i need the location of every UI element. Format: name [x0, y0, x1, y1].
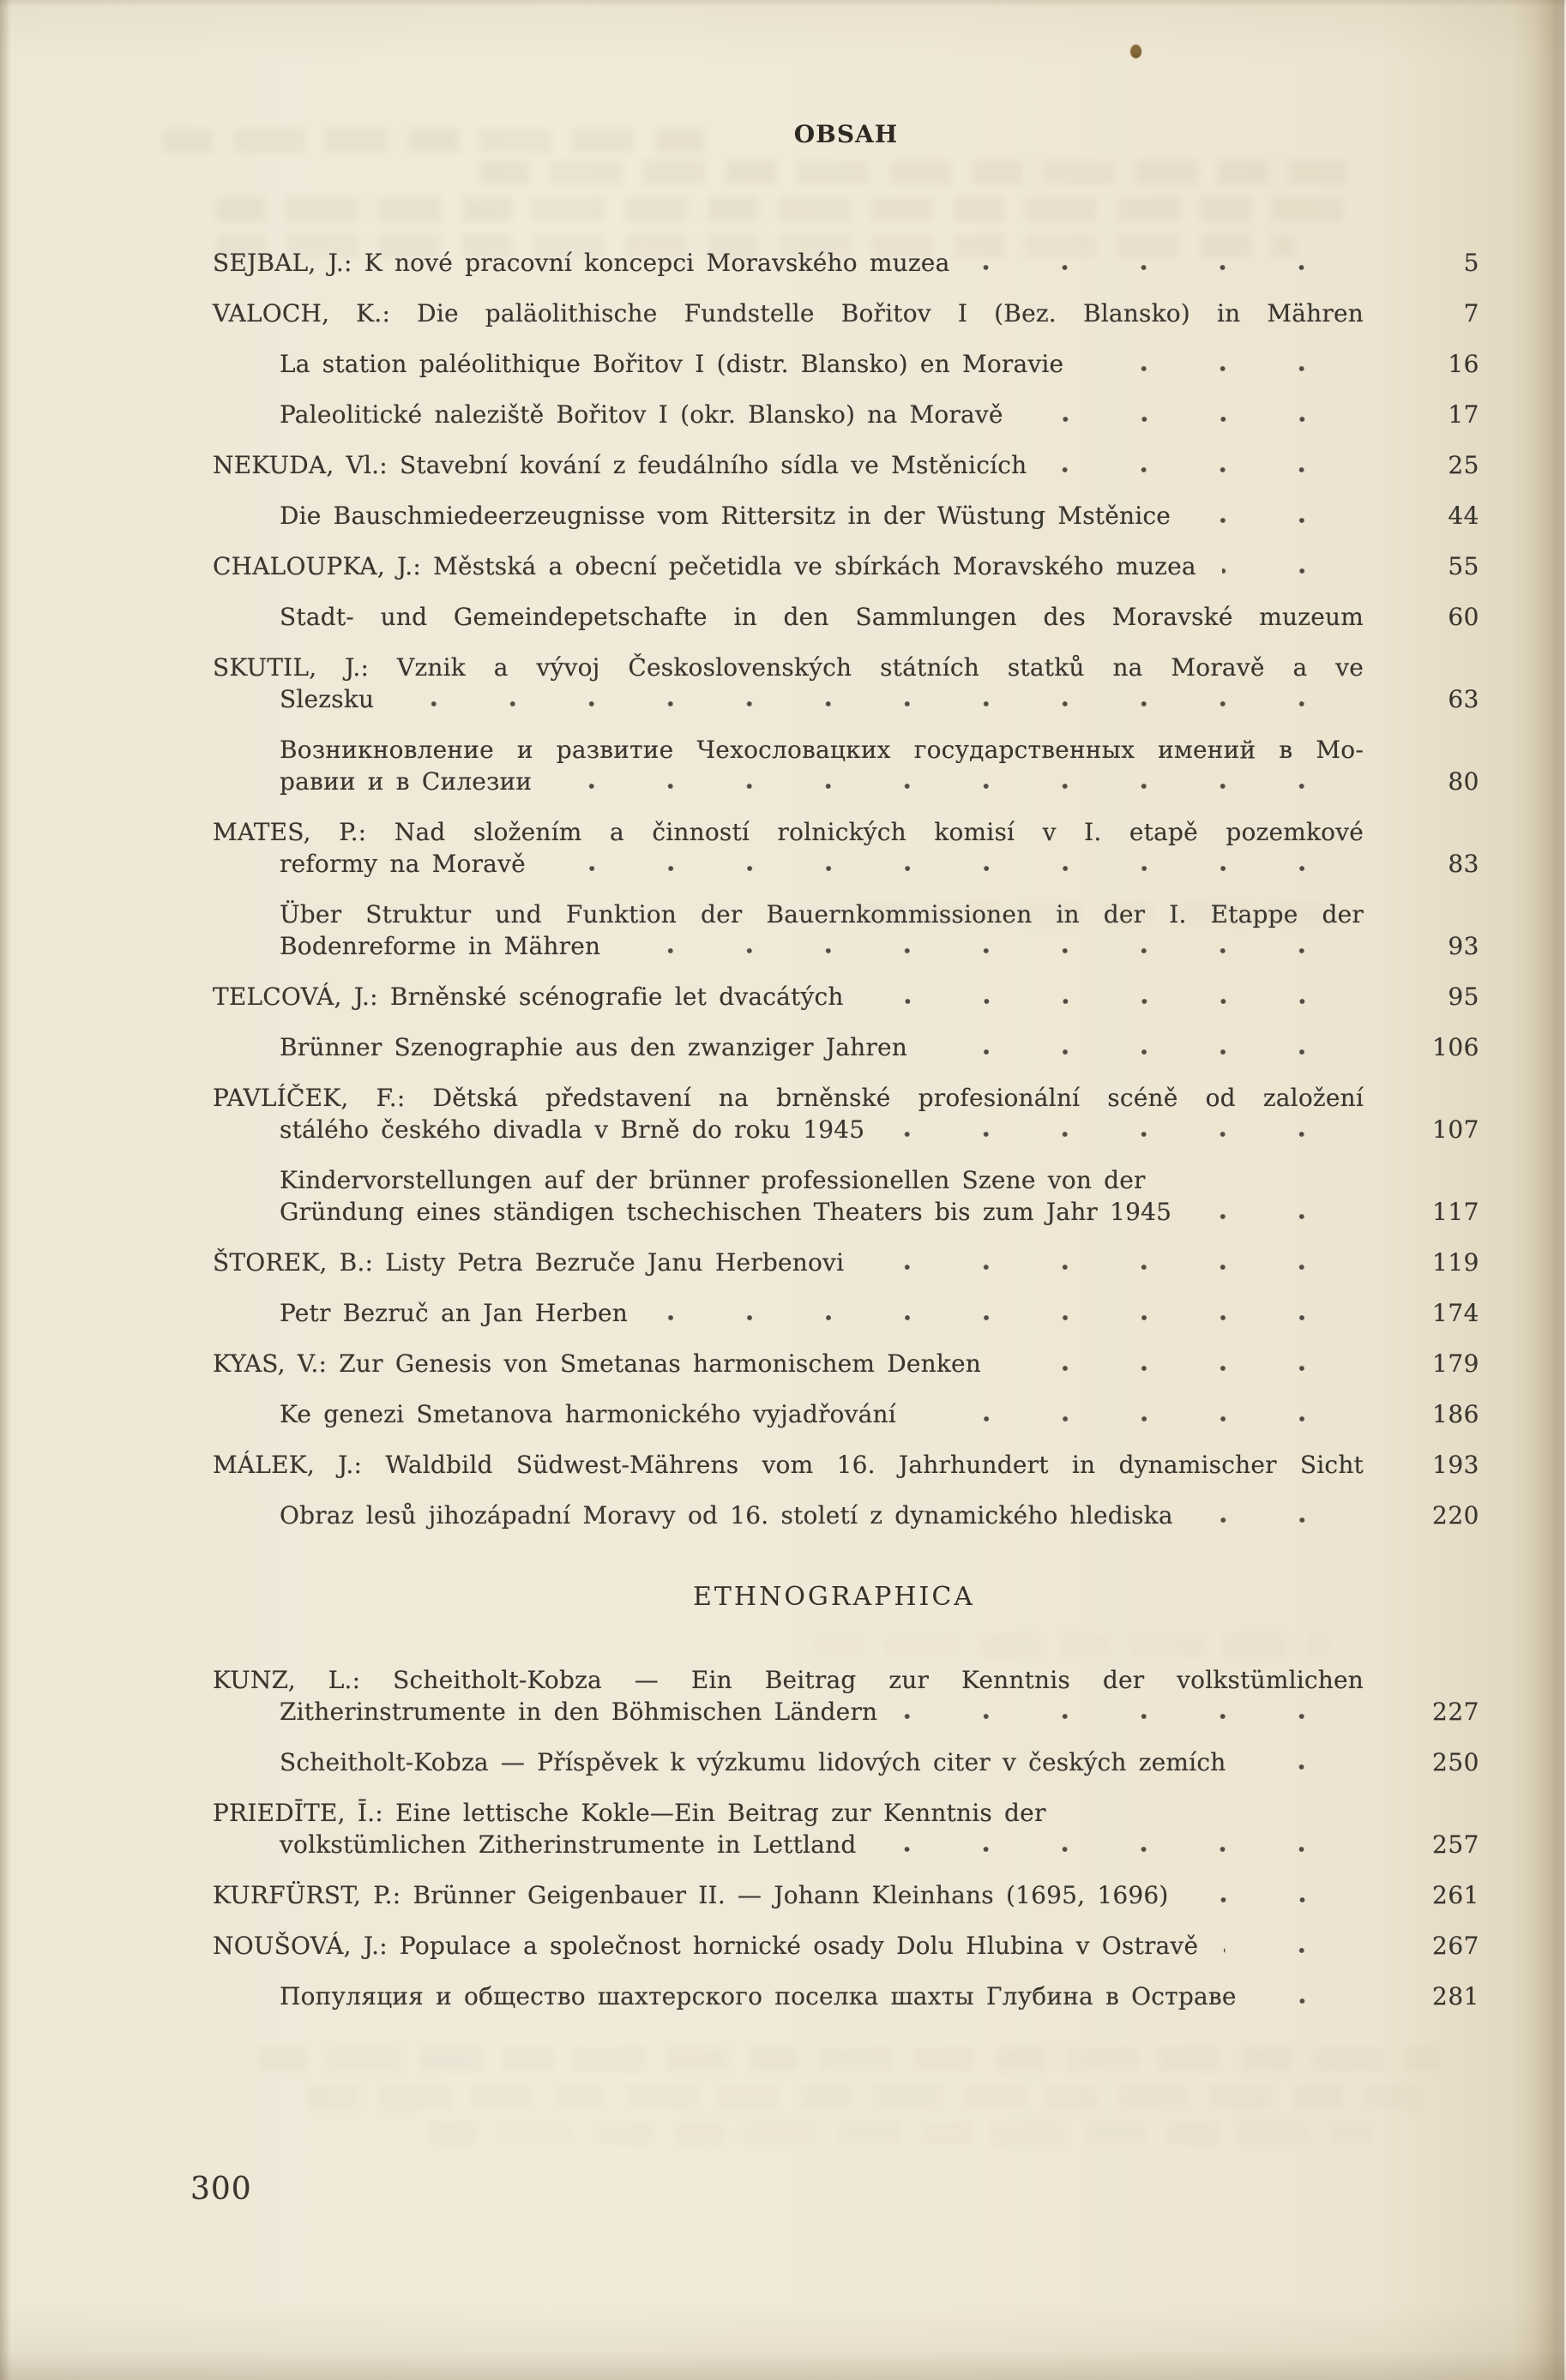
toc-line [213, 1696, 1479, 1728]
page-number-value: 63 [1448, 685, 1479, 713]
page-number-value: 174 [1432, 1299, 1479, 1327]
dot-leader [870, 1264, 1341, 1271]
toc-line [213, 1082, 1479, 1114]
toc-line-text: Über Struktur und Funktion der Bauernkommissionen in der I. Etappe der [280, 900, 1364, 929]
dot-leader [882, 1846, 1341, 1853]
dot-leader [654, 1314, 1341, 1321]
toc-line [213, 848, 1479, 880]
toc-line-text: PRIEDĪTE, Ī.: Eine lettische Kokle—Ein Beitrag zur Kenntnis der [213, 1799, 1046, 1827]
toc-entry [213, 1031, 1479, 1063]
toc-entry [213, 816, 1479, 880]
toc-entry [213, 1980, 1479, 2012]
dot-leader [933, 1049, 1341, 1055]
toc-line-text: VALOCH, K.: Die paläolithische Fundstelle Bořitov I (Bez. Blansko) in Mähren [213, 299, 1364, 328]
dot-leader [400, 700, 1341, 707]
toc-line-text: Gründung eines ständigen tschechischen Theaters bis zum Jahr 1945 [280, 1198, 1172, 1226]
page-number-value: 83 [1448, 850, 1479, 878]
page-number-value: 55 [1448, 552, 1479, 580]
toc-entry [213, 1348, 1479, 1379]
toc-line [213, 652, 1479, 683]
toc-line [213, 1031, 1479, 1063]
page-number-value: 179 [1432, 1349, 1479, 1378]
toc-list-main [213, 247, 1479, 1531]
toc-line [213, 247, 1479, 279]
toc-line [213, 816, 1479, 848]
toc-line-text: stálého českého divadla v Brně do roku 1945 [280, 1115, 865, 1144]
dot-leader [1089, 365, 1341, 372]
toc-entry [213, 1797, 1479, 1860]
toc-line-text: MÁLEK, J.: Waldbild Südwest-Mährens vom 16. Jahrhundert in dynamischer Sicht [213, 1451, 1364, 1479]
toc-entry [213, 449, 1479, 481]
page-number-value: 80 [1448, 767, 1479, 796]
dot-leader [1029, 416, 1341, 423]
scan-edge-left [0, 0, 10, 2380]
page-number-value: 17 [1448, 400, 1479, 429]
dot-leader [1196, 517, 1341, 524]
toc-line [213, 683, 1479, 715]
toc-line [213, 1797, 1479, 1829]
page-number-value: 7 [1463, 299, 1479, 328]
scan-edge-right [1533, 0, 1566, 2380]
page-title: OBSAH [793, 120, 899, 148]
toc-entry [213, 1247, 1479, 1278]
toc-line [213, 1500, 1479, 1531]
page-number-value: 106 [1432, 1033, 1479, 1061]
toc-line-text: Zitherinstrumente in den Böhmischen Ländern [280, 1698, 878, 1726]
toc-line [213, 1164, 1479, 1196]
toc-line [213, 298, 1479, 329]
page-number-value: 107 [1432, 1115, 1479, 1144]
toc-line-text: La station paléolithique Bořitov I (distr. Blansko) en Moravie [280, 350, 1064, 378]
toc-line [213, 601, 1479, 633]
page-number-value: 60 [1448, 603, 1479, 631]
toc-line-text: Paleolitické naleziště Bořitov I (okr. Blansko) na Moravě [280, 400, 1003, 429]
page-number-value: 95 [1448, 983, 1479, 1011]
page-number-value: 25 [1448, 451, 1479, 479]
page-number-value: 227 [1432, 1698, 1479, 1726]
page-number-value: 186 [1432, 1400, 1479, 1428]
toc-entry [213, 652, 1479, 715]
page-number-value: 257 [1432, 1830, 1479, 1859]
toc-line [213, 399, 1479, 430]
toc-line [213, 1348, 1479, 1379]
toc-line [213, 930, 1479, 962]
ink-spot-artifact [1130, 45, 1141, 58]
toc-entry [213, 1449, 1479, 1481]
dot-leader [557, 783, 1341, 790]
toc-line-text: SEJBAL, J.: K nové pracovní koncepci Moravského muzea [213, 249, 950, 277]
page-number-value: 193 [1432, 1451, 1479, 1479]
toc-entry [213, 399, 1479, 430]
toc-entry [213, 1164, 1479, 1228]
toc-line-text: Scheitholt-Kobza — Příspěvek k výzkumu lidových citer v českých zemích [280, 1748, 1226, 1776]
page-number-value: 261 [1432, 1881, 1479, 1909]
bleed-through-text [309, 2085, 1424, 2109]
toc-line-text: Популяция и общество шахтерского поселка шахты Глубина в Остраве [280, 1982, 1237, 2010]
toc-line-text: KUNZ, L.: Scheitholt-Kobza — Ein Beitrag zur Kenntnis der volkstümlichen [213, 1666, 1364, 1694]
toc-entry [213, 247, 1479, 279]
dot-leader [626, 947, 1341, 954]
toc-line-text: равии и в Силезии [280, 767, 533, 796]
toc-line [213, 766, 1479, 797]
page-number-value: 267 [1432, 1932, 1479, 1960]
toc-line-text: NOUŠOVÁ, J.: Populace a společnost hornické osady Dolu Hlubina v Ostravě [213, 1932, 1199, 1960]
bleed-through-text [429, 2121, 1372, 2145]
toc-line-text: KYAS, V.: Zur Genesis von Smetanas harmonischem Denken [213, 1349, 982, 1378]
toc-line [213, 550, 1479, 582]
dot-leader [1052, 466, 1341, 473]
page-number-value: 117 [1432, 1198, 1479, 1226]
toc-line [213, 449, 1479, 481]
toc-list-ethnographica [213, 1664, 1479, 2012]
dot-leader [922, 1415, 1341, 1422]
toc-line [213, 1297, 1479, 1329]
toc-line-text: TELCOVÁ, J.: Brněnské scénografie let dvacátých [213, 983, 844, 1011]
toc-line-text: ŠTOREK, B.: Listy Petra Bezruče Janu Herbenovi [213, 1248, 845, 1277]
scan-edge-top [0, 0, 1566, 7]
page-number-value: 44 [1448, 502, 1479, 530]
dot-leader [1007, 1365, 1341, 1372]
toc-entry [213, 1879, 1479, 1911]
toc-line [213, 1196, 1479, 1228]
bleed-through-text [216, 197, 1357, 221]
toc-entry [213, 348, 1479, 380]
toc-line-text: Die Bauschmiedeerzeugnisse vom Rittersitz in der Wüstung Mstěnice [280, 502, 1171, 530]
toc-entry [213, 1500, 1479, 1531]
toc-entry [213, 550, 1479, 582]
toc-entry [213, 500, 1479, 532]
page-number-value: 119 [1432, 1248, 1479, 1277]
dot-leader [1222, 568, 1341, 574]
bleed-through-text [480, 160, 1346, 184]
dot-leader [551, 865, 1341, 872]
page-number-value: 16 [1448, 350, 1479, 378]
toc-line-text: Brünner Szenographie aus den zwanziger Jahren [280, 1033, 907, 1061]
toc-line-text: Slezsku [280, 685, 375, 713]
toc-line [213, 899, 1479, 930]
folio-page-number: 300 [190, 2172, 252, 2207]
toc-line [213, 1746, 1479, 1778]
toc-line [213, 1980, 1479, 2012]
toc-line-text: CHALOUPKA, J.: Městská a obecní pečetidla ve sbírkách Moravského muzea [213, 552, 1196, 580]
toc-line [213, 1449, 1479, 1481]
dot-leader [903, 1713, 1341, 1720]
dot-leader [1224, 1947, 1341, 1954]
toc-line-text: Ke genezi Smetanova harmonického vyjadřování [280, 1400, 896, 1428]
page-number-value: 281 [1432, 1982, 1479, 2010]
toc-line-text: Bodenreforme in Mähren [280, 932, 601, 960]
table-of-contents [213, 247, 1479, 2031]
toc-line [213, 1829, 1479, 1860]
toc-line [213, 1664, 1479, 1696]
bleed-through-text [257, 2047, 1441, 2071]
toc-entry [213, 1297, 1479, 1329]
toc-line-text: volkstümlichen Zitherinstrumente in Lettland [280, 1830, 857, 1859]
dot-leader [1199, 1517, 1341, 1524]
toc-line [213, 1879, 1479, 1911]
toc-entry [213, 298, 1479, 329]
dot-leader [1197, 1213, 1341, 1220]
toc-entry [213, 601, 1479, 633]
toc-line-text: MATES, P.: Nad složením a činností rolnických komisí v I. etapě pozemkové [213, 818, 1364, 846]
dot-leader [870, 998, 1341, 1005]
toc-entry [213, 1664, 1479, 1728]
page-number-value: 93 [1448, 932, 1479, 960]
toc-line [213, 1398, 1479, 1430]
dot-leader [1195, 1896, 1341, 1903]
toc-line-text: reformy na Moravě [280, 850, 526, 878]
toc-line [213, 500, 1479, 532]
dot-leader [890, 1131, 1341, 1138]
page-number-value: 5 [1463, 249, 1479, 277]
toc-line [213, 1930, 1479, 1962]
dot-leader [1262, 1998, 1341, 2004]
toc-entry [213, 1746, 1479, 1778]
toc-line-text: SKUTIL, J.: Vznik a vývoj Československých státních statků na Moravě a ve [213, 653, 1364, 682]
toc-line-text: Petr Bezruč an Jan Herben [280, 1299, 628, 1327]
toc-line-text: Obraz lesů jihozápadní Moravy od 16. století z dynamického hlediska [280, 1501, 1173, 1530]
toc-line-text: KURFÜRST, P.: Brünner Geigenbauer II. — Johann Kleinhans (1695, 1696) [213, 1881, 1169, 1909]
section-heading-ethnographica: ETHNOGRAPHICA [693, 1582, 975, 1612]
dot-leader [975, 264, 1341, 271]
toc-line-text: Stadt- und Gemeindepetschafte in den Sammlungen des Moravské muzeum [280, 603, 1364, 631]
page-number-value: 220 [1432, 1501, 1479, 1530]
toc-line-text: NEKUDA, Vl.: Stavební kování z feudálního sídla ve Mstěnicích [213, 451, 1027, 479]
toc-line-text: Kindervorstellungen auf der brünner professionellen Szene von der [280, 1166, 1146, 1194]
toc-line-text: PAVLÍČEK, F.: Dětská představení na brněnské profesionální scéně od založení [213, 1084, 1364, 1112]
scan-edge-bottom [0, 2351, 1566, 2380]
toc-line-text: Возникновление и развитие Чехословацких государственных имений в Мо- [280, 736, 1364, 764]
dot-leader [1251, 1764, 1341, 1770]
toc-entry [213, 1398, 1479, 1430]
toc-line [213, 1247, 1479, 1278]
toc-line [213, 348, 1479, 380]
toc-entry [213, 981, 1479, 1013]
page-number-value: 250 [1432, 1748, 1479, 1776]
toc-entry [213, 734, 1479, 797]
toc-entry [213, 899, 1479, 962]
toc-entry [213, 1930, 1479, 1962]
toc-line [213, 1114, 1479, 1145]
toc-entry [213, 1082, 1479, 1145]
toc-line [213, 734, 1479, 766]
toc-line [213, 981, 1479, 1013]
